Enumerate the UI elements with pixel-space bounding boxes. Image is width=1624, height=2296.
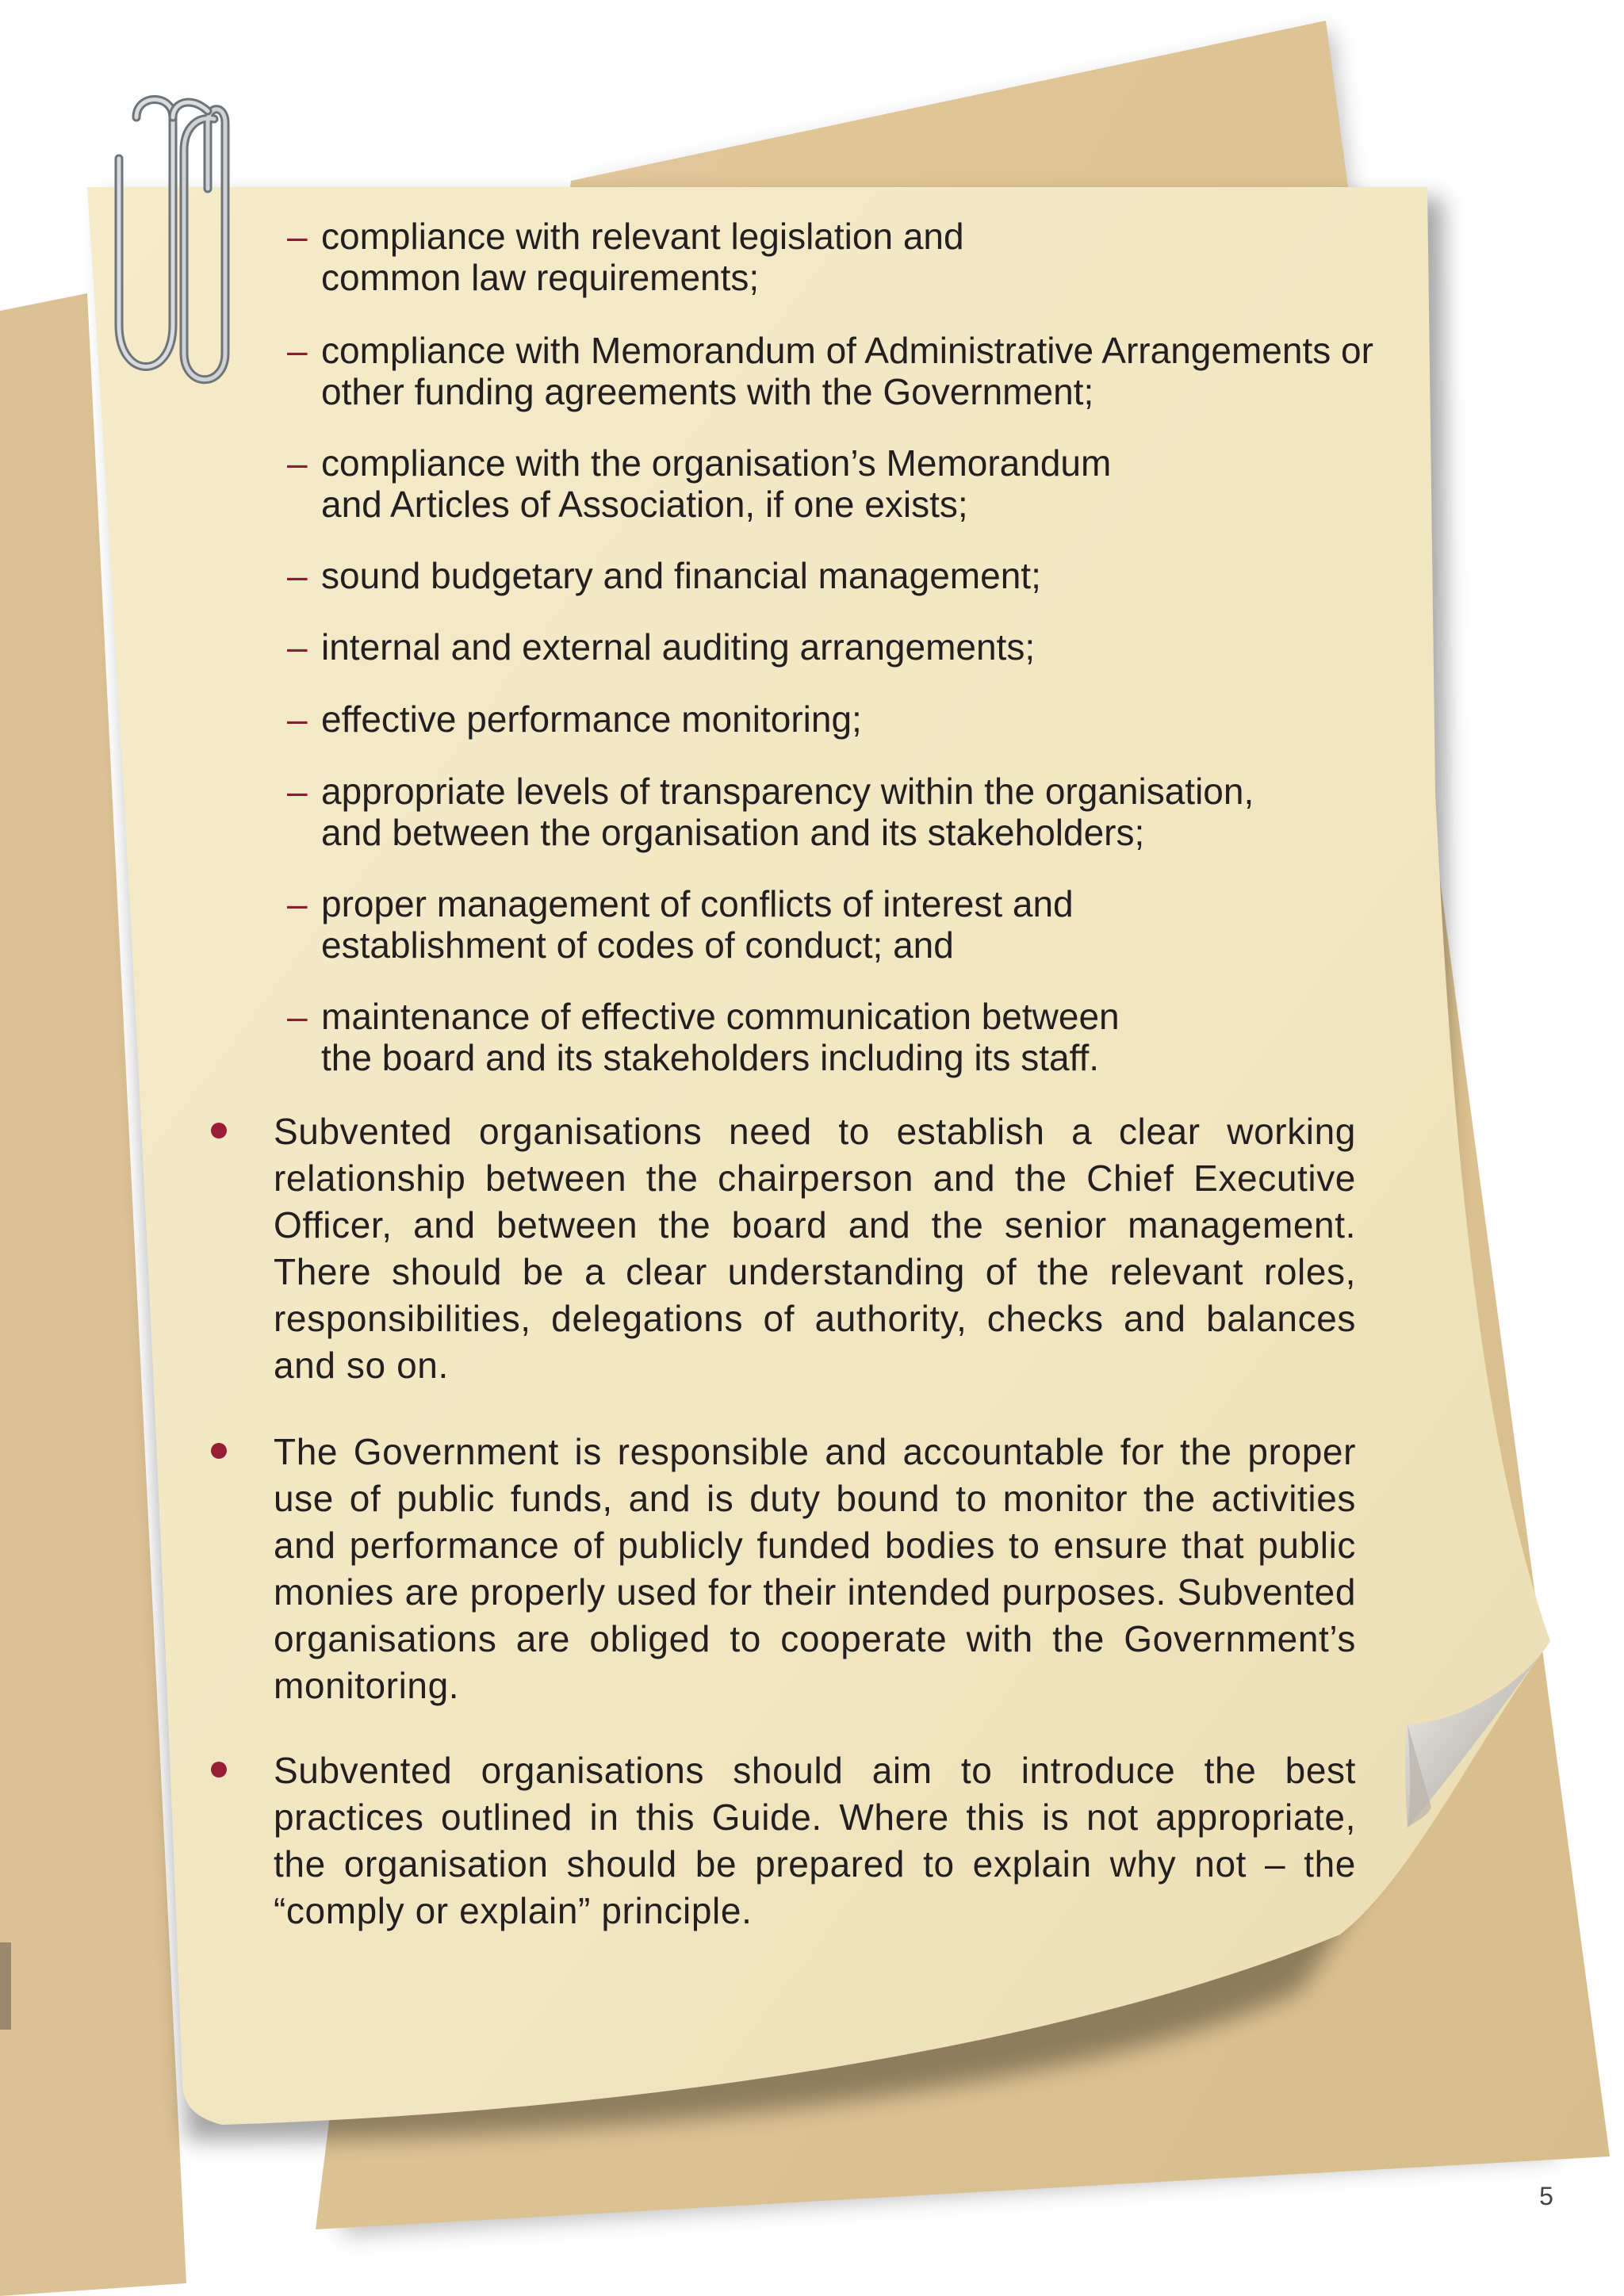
dash-marker: –	[287, 442, 308, 484]
sub-item-legislation: compliance with relevant legislation and common law requirements;	[321, 216, 964, 298]
dash-marker: –	[287, 330, 308, 371]
dash-marker: –	[287, 698, 308, 740]
dash-marker: –	[287, 626, 308, 668]
dash-marker: –	[287, 216, 308, 257]
dash-marker: –	[287, 883, 308, 924]
sub-item-articles: compliance with the organisation’s Memorandum and Articles of Association, if one exists;	[321, 442, 1112, 525]
dash-marker: –	[287, 771, 308, 812]
bullet-government-accountability: The Government is responsible and accountable for the proper use of public funds, and is duty bound to monitor the activities and performance of publicly funded bodies to ensure that public monies are properly used for their intended purposes. Subvented organisations are obliged to cooperate with the Government’s monitoring.	[274, 1431, 1356, 1706]
bullet-working-relationship: Subvented organisations need to establish a clear working relationship between the chairperson and the Chief Executive Officer, and between the board and the senior management. There should be a clear understanding of the relevant roles, responsibilities, delegations of authority, checks and balances and so on.	[274, 1111, 1356, 1386]
sub-item-auditing: internal and external auditing arrangements;	[321, 626, 1036, 668]
dash-marker: –	[287, 555, 308, 596]
bullet-comply-or-explain: Subvented organisations should aim to introduce the best practices outlined in this Guide. Where this is not appropriate, the organisation should be prepared to explain why not – the “comply or explain” principle.	[274, 1750, 1356, 1931]
bullet-dot	[211, 1762, 227, 1777]
sub-item-funding-agreements: compliance with Memorandum of Administrative Arrangements or other funding agreements with the Government;	[321, 330, 1373, 412]
bullet-dot	[211, 1443, 227, 1459]
sub-item-budgetary: sound budgetary and financial management;	[321, 555, 1041, 596]
sub-item-transparency: appropriate levels of transparency within the organisation, and between the organisation and its stakeholders;	[321, 771, 1254, 853]
dash-marker: –	[287, 996, 308, 1037]
page-number: 5	[1539, 2182, 1553, 2210]
sub-item-performance: effective performance monitoring;	[321, 698, 862, 740]
sub-item-communication: maintenance of effective communication between the board and its stakeholders including its staff.	[321, 996, 1120, 1078]
sub-item-conflicts: proper management of conflicts of interest and establishment of codes of conduct; and	[321, 883, 1074, 966]
bullet-dot	[211, 1123, 227, 1138]
